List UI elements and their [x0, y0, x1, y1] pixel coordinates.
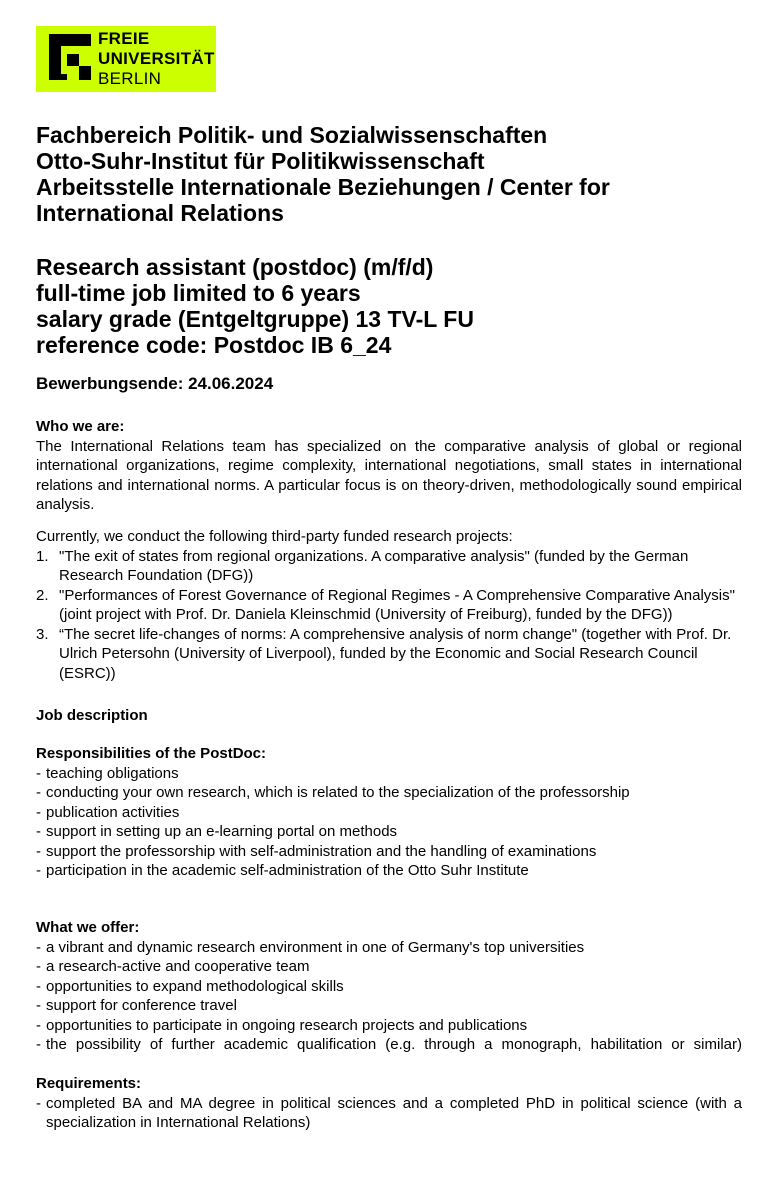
- bullet-dash: -: [36, 997, 41, 1014]
- list-number: 3.: [36, 625, 49, 643]
- list-item: [36, 1094, 742, 1133]
- offer-section: [36, 918, 742, 1055]
- header-line: Fachbereich Politik- und Sozialwissenschaften: [36, 122, 548, 148]
- logo-line-1: FREIE: [98, 29, 150, 48]
- list-item-text: support for conference travel: [46, 997, 237, 1014]
- bullet-dash: -: [36, 1016, 41, 1034]
- bullet-dash: -: [36, 784, 41, 801]
- bullet-dash: -: [36, 977, 41, 995]
- list-number: 2.: [36, 586, 49, 604]
- job-title-line: salary grade (Entgeltgruppe) 13 TV-L FU: [36, 306, 474, 332]
- logo-line-2: UNIVERSITÄT: [98, 49, 215, 68]
- list-item: [36, 977, 742, 997]
- list-item: [36, 1016, 742, 1036]
- list-item-text: support in setting up an e-learning portal on methods: [46, 823, 398, 840]
- bullet-dash: -: [36, 862, 41, 879]
- job-title-line: Research assistant (postdoc) (m/f/d): [36, 254, 434, 280]
- who-we-are-text: The International Relations team has specialized on the comparative analysis of global or regional international organizations, regime complexity, international negotiations, small states in international relations and international norms. A particular focus is on theory-driven, methodologically sound empirical analysis.: [36, 437, 742, 513]
- who-we-are-section: [36, 417, 742, 515]
- list-item: [36, 957, 742, 977]
- list-item-text: opportunities to expand methodological skills: [46, 977, 344, 995]
- bullet-dash: -: [36, 823, 41, 840]
- projects-section: [36, 527, 742, 683]
- list-item: [36, 764, 742, 784]
- job-title-line: reference code: Postdoc IB 6_24: [36, 332, 392, 358]
- section-heading: Requirements:: [36, 1075, 142, 1092]
- list-item-text: publication activities: [46, 803, 180, 821]
- section-heading: Who we are:: [36, 418, 125, 435]
- list-number: 1.: [36, 547, 49, 565]
- bullet-dash: -: [36, 842, 41, 860]
- header-line: Otto-Suhr-Institut für Politikwissenschaft: [36, 148, 485, 174]
- section-heading: What we offer:: [36, 919, 140, 936]
- list-item: [36, 586, 742, 625]
- list-item-text: teaching obligations: [46, 764, 179, 782]
- bullet-dash: -: [36, 764, 41, 782]
- list-item: [36, 842, 742, 862]
- logo-line-3: BERLIN: [98, 69, 162, 88]
- bullet-dash: -: [36, 938, 41, 956]
- list-item: [36, 803, 742, 823]
- section-heading: Job description: [36, 707, 148, 724]
- header-line: International Relations: [36, 200, 284, 226]
- application-deadline: Bewerbungsende: 24.06.2024: [36, 374, 274, 393]
- list-item: [36, 861, 742, 881]
- list-item: [36, 822, 742, 842]
- list-item-text: "Performances of Forest Governance of Regional Regimes - A Comprehensive Comparative Analysis" (joint project with Prof. Dr. Daniela Kleinschmid (University of Freiburg), funded by the DFG)): [59, 586, 735, 623]
- list-item-text: participation in the academic self-administration of the Otto Suhr Institute: [46, 862, 529, 879]
- list-item: [36, 547, 742, 586]
- job-description-section: [36, 706, 742, 726]
- bullet-dash: -: [36, 1094, 41, 1112]
- list-item-text: a vibrant and dynamic research environment in one of Germany's top universities: [46, 938, 585, 956]
- list-item: [36, 625, 742, 684]
- list-item-text: “The secret life-changes of norms: A comprehensive analysis of norm change" (together with Prof. Dr. Ulrich Petersohn (University of Liverpool), funded by the Economic and Social Research Council (ESRC)): [59, 625, 732, 682]
- logo-wordmark: [98, 29, 215, 89]
- list-item: [36, 938, 742, 958]
- list-item: [36, 783, 742, 803]
- header-line: Arbeitsstelle Internationale Beziehungen / Center for: [36, 174, 610, 200]
- projects-intro: Currently, we conduct the following third-party funded research projects:: [36, 528, 513, 545]
- bullet-dash: -: [36, 958, 41, 975]
- list-item: [36, 1035, 742, 1055]
- list-item-text: conducting your own research, which is related to the specialization of the professorship: [46, 784, 630, 801]
- list-item-text: support the professorship with self-administration and the handling of examinations: [46, 842, 597, 860]
- list-item-text: opportunities to participate in ongoing research projects and publications: [46, 1016, 528, 1034]
- requirements-section: [36, 1074, 742, 1133]
- list-item-text: the possibility of further academic qualification (e.g. through a monograph, habilitation or similar): [46, 1036, 742, 1053]
- list-item-text: "The exit of states from regional organizations. A comparative analysis" (funded by the German Research Foundation (DFG)): [59, 547, 689, 584]
- job-title-block: [36, 254, 756, 358]
- bullet-dash: -: [36, 803, 41, 821]
- list-item-text: completed BA and MA degree in political sciences and a completed PhD in political science (with a specialization in International Relations): [46, 1094, 742, 1131]
- list-item: [36, 996, 742, 1016]
- bullet-dash: -: [36, 1036, 41, 1053]
- responsibilities-section: [36, 744, 742, 881]
- job-title-line: full-time job limited to 6 years: [36, 280, 361, 306]
- department-header: [36, 122, 756, 226]
- section-heading: Responsibilities of the PostDoc:: [36, 745, 267, 762]
- list-item-text: a research-active and cooperative team: [46, 958, 310, 975]
